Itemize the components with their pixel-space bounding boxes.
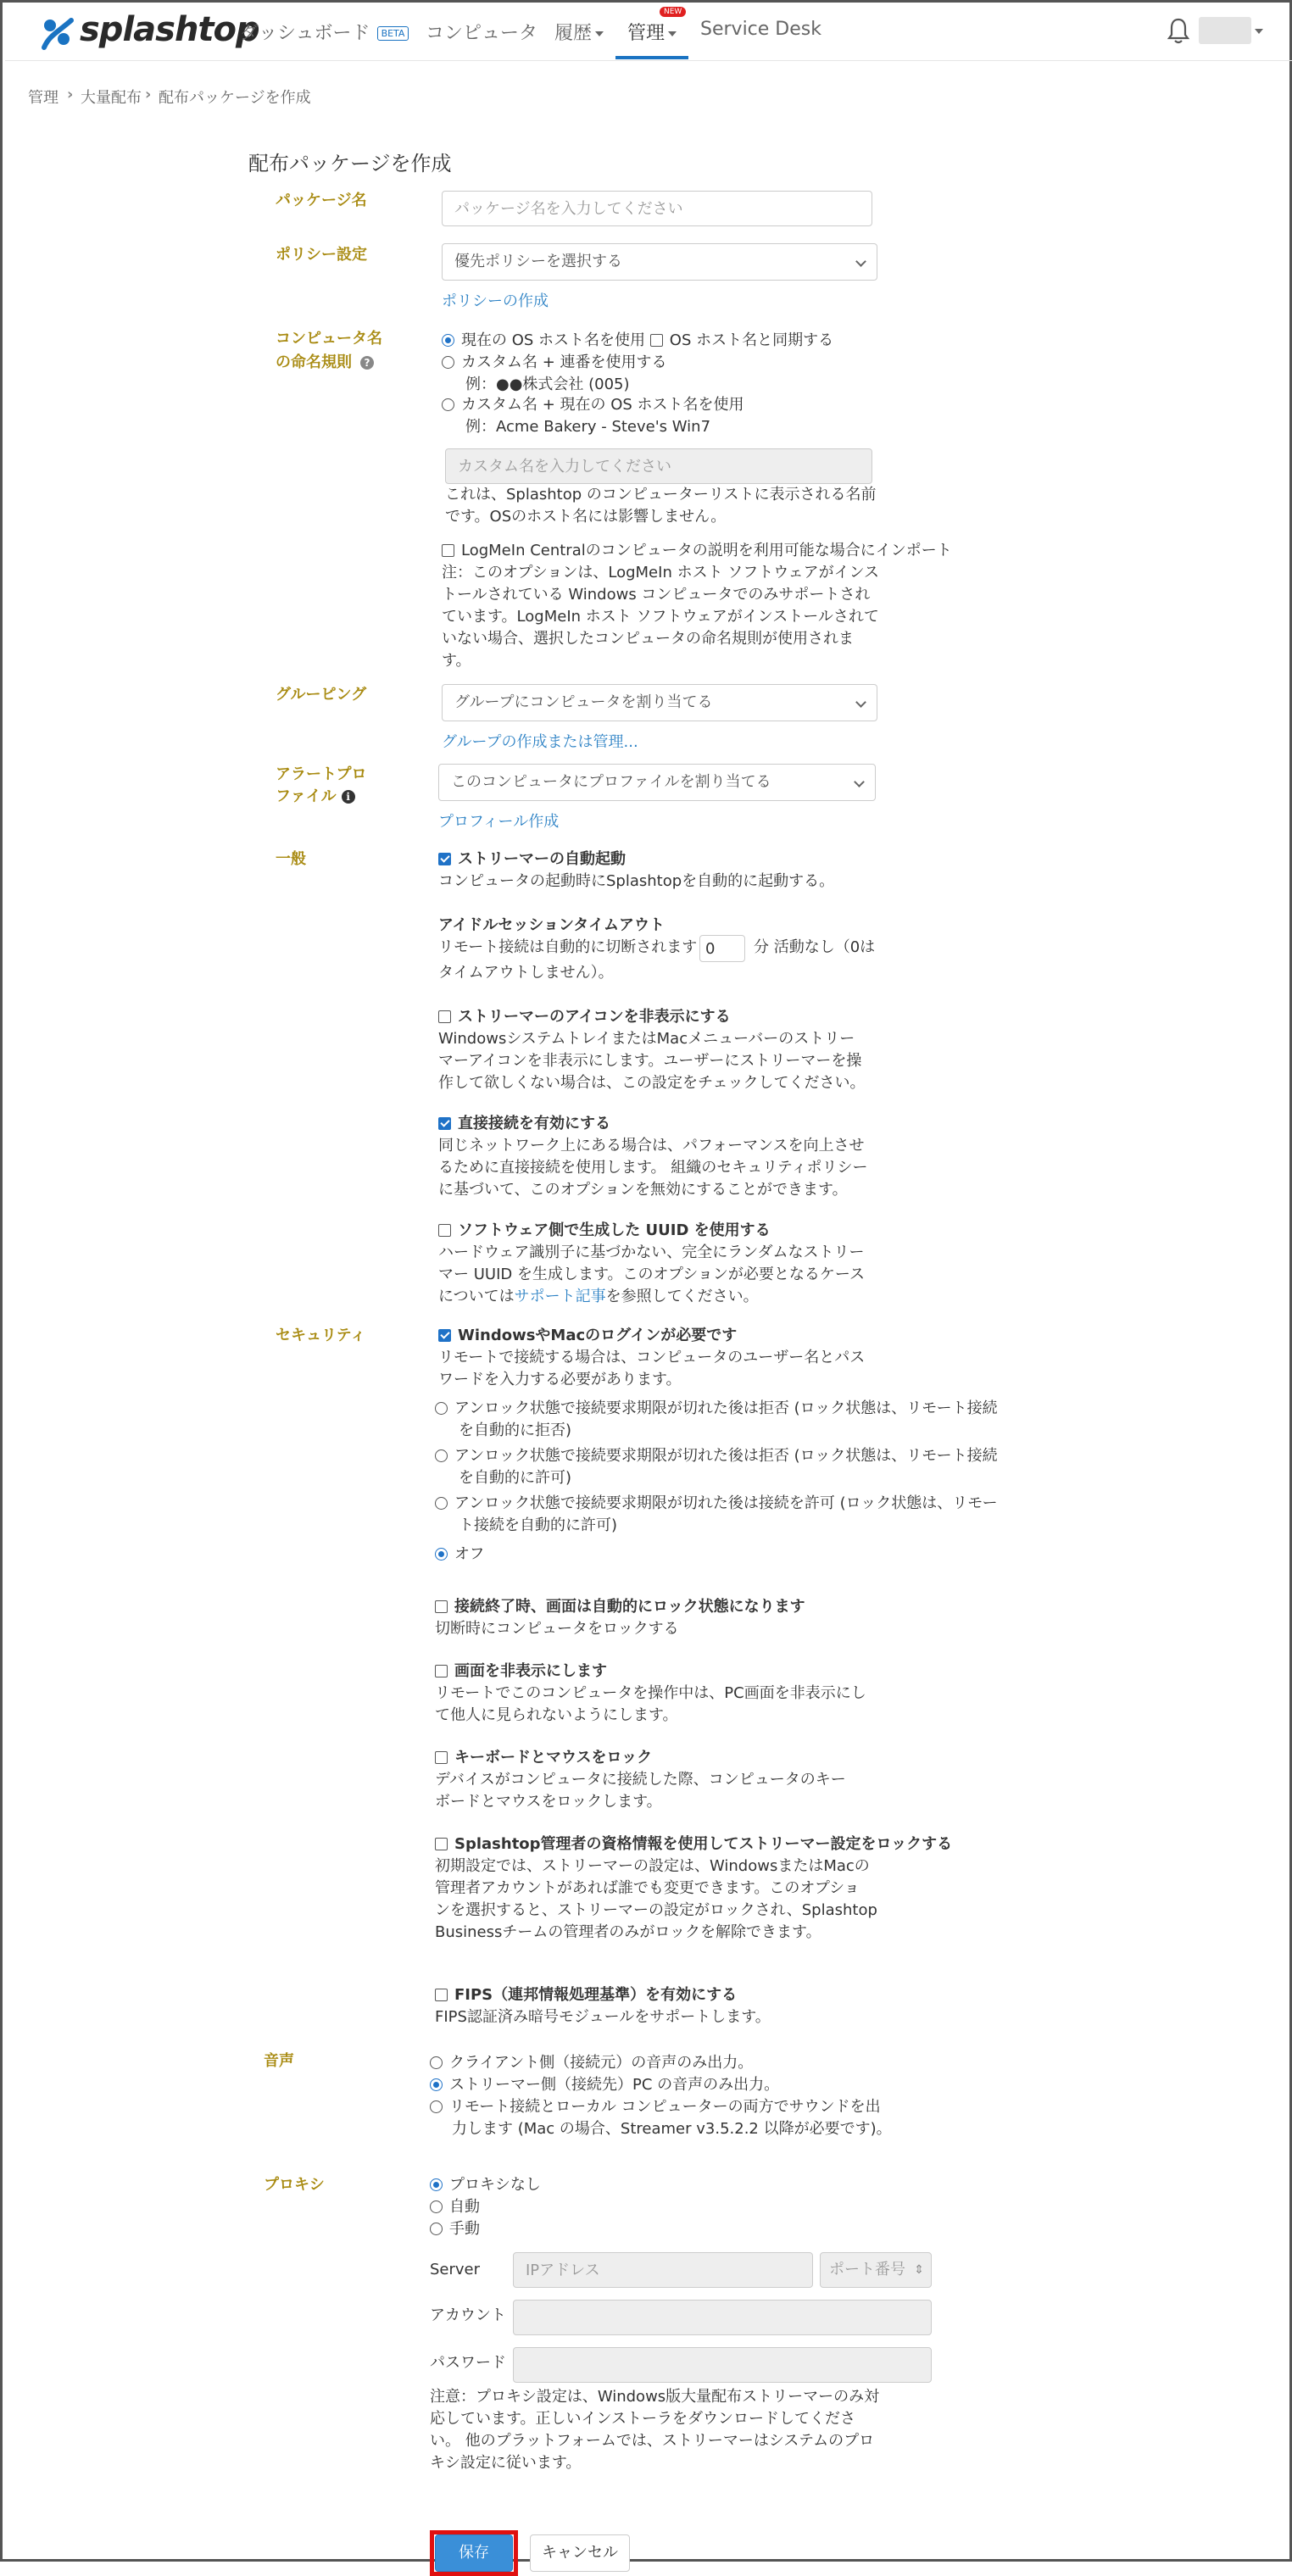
chevron-down-icon <box>668 31 677 36</box>
idle-timeout-input[interactable] <box>699 935 745 962</box>
chevron-down-icon <box>854 776 865 787</box>
fips-desc: FIPS認証済み暗号モジュールをサポートします。 <box>435 2008 771 2026</box>
support-article-link[interactable]: サポート記事 <box>514 1288 606 1305</box>
breadcrumb-current: 配布パッケージを作成 <box>159 89 311 107</box>
security-radio-1-line2: を自動的に拒否) <box>459 1422 572 1439</box>
logo-text[interactable]: splashtop <box>80 10 259 49</box>
proxy-option-manual[interactable]: 手動 <box>430 2218 480 2240</box>
checkbox-icon[interactable] <box>438 1010 451 1023</box>
package-name-label: パッケージ名 <box>276 192 367 209</box>
hide-icon-desc-line2: マーアイコンを非表示にします。ユーザーにストリーマーを操 <box>438 1052 862 1070</box>
admin-lock-checkbox[interactable]: Splashtop管理者の資格情報を使用してストリーマー設定をロックする <box>435 1833 952 1855</box>
hide-icon-desc-line3: 作して欲しくない場合は、この設定をチェックしてください。 <box>438 1074 866 1092</box>
radio-icon[interactable] <box>430 2078 443 2091</box>
group-manage-link[interactable]: グループの作成または管理... <box>442 733 638 751</box>
help-icon[interactable]: ? <box>360 356 374 370</box>
account-label: アカウント <box>430 2306 506 2324</box>
idle-timeout-prefix: リモート接続は自動的に切断されます <box>438 938 698 956</box>
checkbox-icon[interactable] <box>435 1600 448 1613</box>
nav-history[interactable]: 履歴 <box>554 19 604 45</box>
general-label: 一般 <box>276 850 306 868</box>
proxy-port-input[interactable]: ポート番号 ⇕ <box>820 2252 932 2288</box>
new-badge: NEW <box>660 7 686 17</box>
grouping-label: グルーピング <box>276 686 367 704</box>
proxy-note-line1: 注意：プロキシ設定は、Windows版大量配布ストリーマーのみ対 <box>430 2388 880 2406</box>
security-label: セキュリティ <box>276 1327 366 1344</box>
audio-option-3[interactable]: リモート接続とローカル コンピューターの両方でサウンドを出 <box>430 2096 881 2118</box>
logmein-note-line3: ています。LogMeIn ホスト ソフトウェアがインストールされて <box>442 608 879 626</box>
proxy-option-auto[interactable]: 自動 <box>430 2196 480 2218</box>
nav-management[interactable]: 管理 <box>627 19 677 45</box>
breadcrumb-separator: › <box>67 86 74 103</box>
auto-lock-desc: 切断時にコンピュータをロックする <box>435 1620 679 1638</box>
radio-icon[interactable] <box>430 2200 443 2213</box>
radio-icon[interactable] <box>430 2100 443 2113</box>
logmein-note-line2: トールされている Windows コンピュータでのみサポートされ <box>442 586 871 604</box>
fips-checkbox[interactable]: FIPS（連邦情報処理基準）を有効にする <box>435 1984 737 2006</box>
chevron-down-icon <box>595 31 604 36</box>
radio-icon[interactable] <box>442 398 454 411</box>
naming-option-3[interactable]: カスタム名 + 現在の OS ホスト名を使用 <box>442 394 744 416</box>
naming-label-line1: コンピュータ名 <box>276 330 382 348</box>
idle-timeout-line2: タイムアウトしません）。 <box>438 964 614 982</box>
checkbox-icon[interactable] <box>438 1329 451 1342</box>
admin-desc-line4: Businessチームの管理者のみがロックを解除できます。 <box>435 1923 821 1941</box>
proxy-option-none[interactable]: プロキシなし <box>430 2174 541 2196</box>
proxy-note-line4: キシ設定に従います。 <box>430 2454 582 2472</box>
admin-desc-line1: 初期設定では、ストリーマーの設定は、WindowsまたはMacの <box>435 1857 870 1875</box>
security-radio-3[interactable]: アンロック状態で接続要求期限が切れた後は接続を許可 (ロック状態は、リモー <box>435 1493 998 1515</box>
custom-name-input[interactable] <box>445 448 872 484</box>
proxy-password-input[interactable] <box>513 2347 932 2383</box>
radio-icon[interactable] <box>435 1449 448 1462</box>
radio-icon[interactable] <box>430 2223 443 2235</box>
logmein-note-line5: す。 <box>442 652 471 670</box>
radio-icon[interactable] <box>430 2056 443 2069</box>
uuid-desc-line2: マー UUID を生成します。このオプションが必要となるケース <box>438 1266 865 1283</box>
policy-select[interactable]: 優先ポリシーを選択する <box>442 243 877 281</box>
cancel-button[interactable]: キャンセル <box>530 2534 630 2572</box>
auto-lock-checkbox[interactable]: 接続終了時、画面は自動的にロック状態になります <box>435 1596 805 1618</box>
page-title: 配布パッケージを作成 <box>248 152 452 175</box>
radio-icon[interactable] <box>430 2178 443 2191</box>
proxy-label: プロキシ <box>264 2176 325 2194</box>
logmein-note-line1: 注：このオプションは、LogMeIn ホスト ソフトウェアがインス <box>442 564 880 581</box>
splashtop-logo-icon <box>37 14 76 53</box>
naming-option-1[interactable]: 現在の OS ホスト名を使用 OS ホスト名と同期する <box>442 330 833 352</box>
checkbox-icon[interactable] <box>438 853 451 865</box>
beta-badge: BETA <box>377 26 409 41</box>
login-desc-line1: リモートで接続する場合は、コンピュータのユーザー名とパス <box>438 1349 866 1366</box>
audio-option-3-line2: 力します (Mac の場合、Streamer v3.5.2.2 以降が必要です)。 <box>452 2120 892 2138</box>
security-radio-2[interactable]: アンロック状態で接続要求期限が切れた後は拒否 (ロック状態は、リモート接続 <box>435 1445 998 1467</box>
alert-label-line2: ファイル i <box>276 786 355 808</box>
naming-help-line2: です。OSのホスト名には影響しません。 <box>445 508 727 526</box>
checkbox-icon[interactable] <box>442 544 454 557</box>
proxy-note-line2: 応しています。正しいインストーラをダウンロードしてくださ <box>430 2410 856 2428</box>
autostart-checkbox[interactable]: ストリーマーの自動起動 <box>438 848 626 871</box>
create-profile-link[interactable]: プロフィール作成 <box>438 813 560 831</box>
radio-icon[interactable] <box>435 1497 448 1510</box>
uuid-desc-line1: ハードウェア識別子に基づかない、完全にランダムなストリー <box>438 1243 865 1261</box>
logmein-note-line4: いない場合、選択したコンピュータの命名規則が使用されま <box>442 630 854 648</box>
checkbox-icon[interactable] <box>435 1665 448 1677</box>
admin-desc-line3: ンを選択すると、ストリーマーの設定がロックされ、Splashtop <box>435 1901 877 1919</box>
admin-desc-line2: 管理者アカウントがあれば誰でも変更できます。このオプショ <box>435 1879 860 1897</box>
chevron-down-icon <box>855 697 866 708</box>
chevron-down-icon <box>855 256 866 267</box>
direct-connect-checkbox[interactable]: 直接接続を有効にする <box>438 1113 610 1135</box>
checkbox-icon[interactable] <box>435 1989 448 2001</box>
direct-desc-line2: るために直接接続を使用します。 組織のセキュリティポリシー <box>438 1159 868 1177</box>
idle-timeout-suffix: 分 活動なし（0は <box>754 938 876 956</box>
naming-option-2-example: 例：●●株式会社 (005) <box>465 376 630 393</box>
radio-icon[interactable] <box>435 1548 448 1561</box>
require-login-checkbox[interactable]: WindowsやMacのログインが必要です <box>438 1325 737 1347</box>
breadcrumb-separator: › <box>145 86 152 103</box>
breadcrumb-management[interactable]: 管理 <box>28 89 58 107</box>
policy-label: ポリシー設定 <box>276 246 367 264</box>
blank-desc-line1: リモートでこのコンピュータを操作中は、PC画面を非表示にし <box>435 1684 866 1702</box>
save-button[interactable]: 保存 <box>435 2534 513 2572</box>
radio-icon[interactable] <box>442 334 454 347</box>
alert-label-line1: アラートプロ <box>276 765 367 783</box>
top-navigation <box>5 5 1292 61</box>
nav-dashboard[interactable]: ダッシュボード BETA <box>240 19 409 45</box>
proxy-note-line3: い。 他のプラットフォームでは、ストリーマーはシステムのプロ <box>430 2432 875 2450</box>
package-name-input[interactable] <box>442 191 872 226</box>
checkbox-icon[interactable] <box>650 334 663 347</box>
naming-help-line1: これは、Splashtop のコンピューターリストに表示される名前 <box>445 486 877 504</box>
kb-desc-line2: ボードとマウスをロックします。 <box>435 1793 662 1811</box>
breadcrumb-mass-deploy[interactable]: 大量配布 <box>81 89 142 107</box>
checkbox-icon[interactable] <box>438 1224 451 1237</box>
alert-profile-select[interactable]: このコンピュータにプロファイルを割り当てる <box>438 764 876 801</box>
kb-desc-line1: デバイスがコンピュータに接続した際、コンピュータのキー <box>435 1771 846 1789</box>
security-radio-1[interactable]: アンロック状態で接続要求期限が切れた後は拒否 (ロック状態は、リモート接続 <box>435 1398 998 1420</box>
naming-option-2[interactable]: カスタム名 + 連番を使用する <box>442 352 667 374</box>
direct-desc-line1: 同じネットワーク上にある場合は、パフォーマンスを向上させ <box>438 1137 865 1154</box>
radio-icon[interactable] <box>435 1402 448 1415</box>
security-radio-off[interactable]: オフ <box>435 1544 484 1566</box>
logmein-import-checkbox[interactable]: LogMeIn Centralのコンピュータの説明を利用可能な場合にインポート <box>442 540 952 562</box>
checkbox-icon[interactable] <box>435 1751 448 1764</box>
direct-desc-line3: に基づいて、このオプションを無効にすることができます。 <box>438 1181 848 1199</box>
uuid-checkbox[interactable]: ソフトウェア側で生成した UUID を使用する <box>438 1220 771 1242</box>
proxy-ip-input[interactable] <box>513 2252 813 2288</box>
login-desc-line2: ワードを入力する必要があります。 <box>438 1371 682 1388</box>
hide-icon-checkbox[interactable]: ストリーマーのアイコンを非表示にする <box>438 1006 731 1028</box>
password-label: パスワード <box>430 2354 506 2372</box>
security-radio-2-line2: を自動的に許可) <box>459 1469 572 1487</box>
blank-desc-line2: て他人に見られないようにします。 <box>435 1706 678 1724</box>
uuid-desc-line3: についてはサポート記事を参照してください。 <box>438 1288 759 1305</box>
grouping-select[interactable]: グループにコンピュータを割り当てる <box>442 684 877 721</box>
nav-service-desk[interactable]: Service Desk <box>700 19 821 40</box>
user-avatar[interactable] <box>1199 17 1251 44</box>
spinner-icon: ⇕ <box>914 2263 924 2277</box>
chevron-down-icon[interactable] <box>1255 29 1263 34</box>
info-icon[interactable]: i <box>342 790 355 804</box>
active-tab-indicator <box>615 56 688 59</box>
blank-screen-checkbox[interactable]: 画面を非表示にします <box>435 1661 607 1683</box>
naming-option-3-example: 例：Acme Bakery - Steve's Win7 <box>465 418 711 436</box>
proxy-account-input[interactable] <box>513 2300 932 2335</box>
autostart-desc: コンピュータの起動時にSplashtopを自動的に起動する。 <box>438 872 835 890</box>
naming-label-line2: の命名規則 ? <box>276 352 374 374</box>
security-radio-3-line2: ト接続を自動的に許可) <box>459 1516 618 1534</box>
hide-icon-desc-line1: WindowsシステムトレイまたはMacメニューバーのストリー <box>438 1030 855 1048</box>
lock-kb-mouse-checkbox[interactable]: キーボードとマウスをロック <box>435 1747 652 1769</box>
nav-computers[interactable]: コンピュータ <box>426 23 538 44</box>
create-policy-link[interactable]: ポリシーの作成 <box>442 292 549 310</box>
checkbox-icon[interactable] <box>438 1117 451 1130</box>
audio-option-2[interactable]: ストリーマー側（接続先）PC の音声のみ出力。 <box>430 2074 779 2096</box>
bell-icon[interactable] <box>1167 17 1190 44</box>
checkbox-icon[interactable] <box>435 1838 448 1850</box>
idle-timeout-title: アイドルセッションタイムアウト <box>438 916 665 934</box>
audio-label: 音声 <box>264 2052 294 2070</box>
server-label: Server <box>430 2261 481 2278</box>
audio-option-1[interactable]: クライアント側（接続元）の音声のみ出力。 <box>430 2052 753 2074</box>
radio-icon[interactable] <box>442 356 454 369</box>
